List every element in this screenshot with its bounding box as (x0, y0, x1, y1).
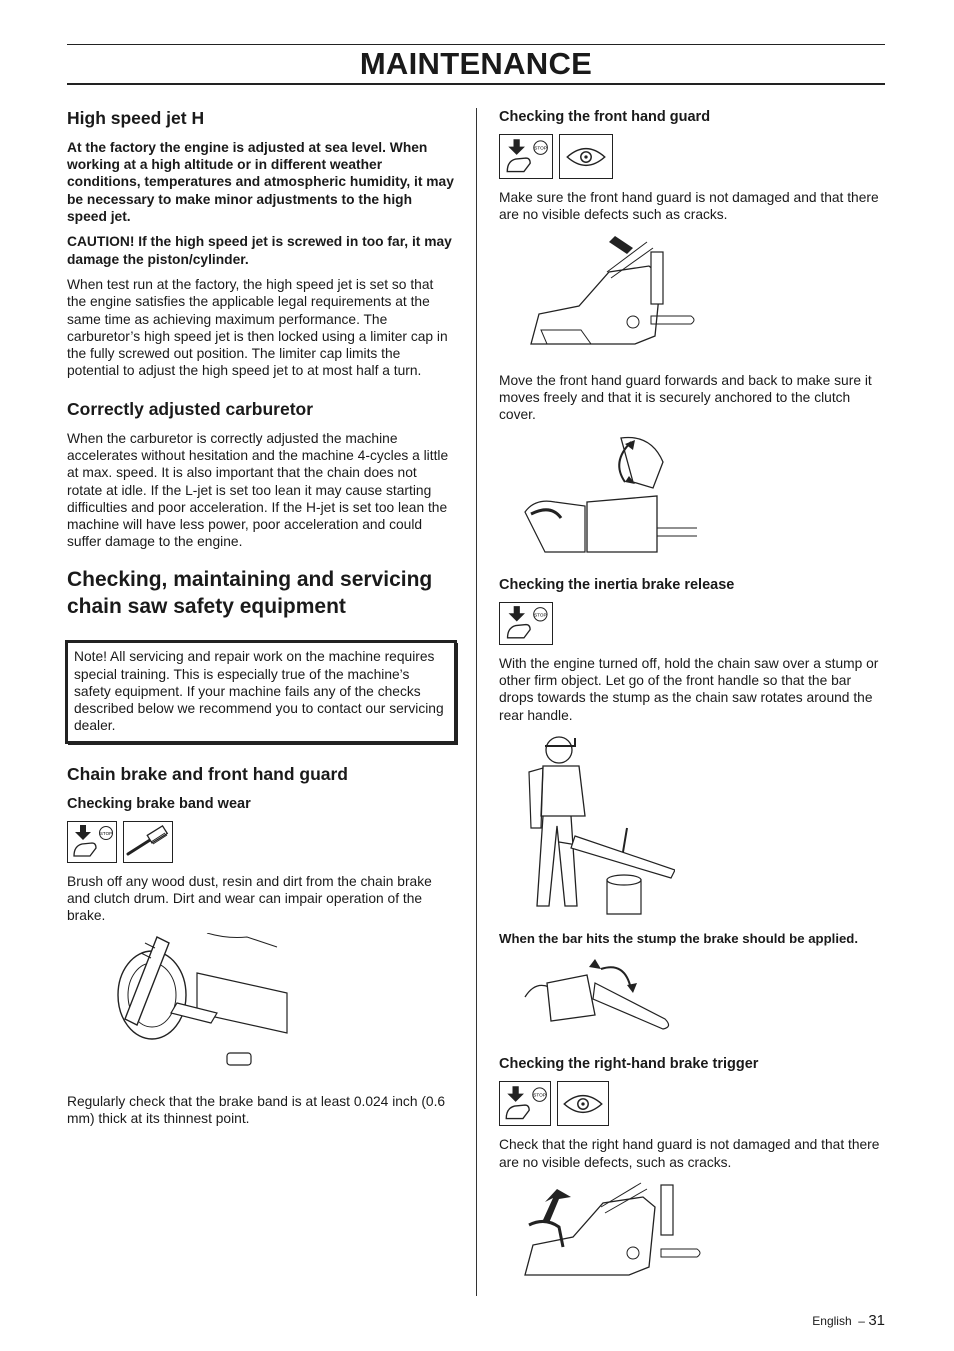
eye-icon (559, 134, 613, 179)
stop-engine-icon (499, 1081, 551, 1126)
heading-inertia-brake: Checking the inertia brake release (499, 576, 735, 593)
heading-right-brake-trigger: Checking the right-hand brake trigger (499, 1056, 759, 1073)
brake-band-icons (67, 821, 455, 863)
check-right-paragraph: Check that the right hand guard is not damaged and that there are no visible defects, such as cracks. (499, 1137, 880, 1170)
move-guard-paragraph: Move the front hand guard forwards and back to make sure it moves freely and that it is securely anchored to the clutch cover. (499, 372, 872, 423)
make-sure-paragraph: Make sure the front hand guard is not damaged and that there are no visible defects such as cracks. (499, 190, 879, 223)
stop-engine-icon (67, 821, 117, 863)
test-run-paragraph: When test run at the factory, the high speed jet is set so that the engine satisfies the applicable legal requirements at the same time as achieving maximum performance. The carburetor’s high speed jet is then locked using a limiter cap in the fully screwed out position. The limiter cap limits the potential to adjust the high speed jet to at most half a turn. (67, 276, 448, 379)
front-guard-icons (499, 134, 889, 179)
factory-paragraph: At the factory the engine is adjusted at sea level. When working at a high altitude or in different weather conditions, temperatures and atmospheric humidity, it may be necessary to make minor adjustments to the high speed jet. (67, 139, 454, 225)
right-trigger-icons (499, 1081, 889, 1126)
svg-text:STOP: STOP (534, 612, 547, 618)
heading-high-speed-jet: High speed jet H (67, 108, 205, 128)
svg-text:STOP: STOP (99, 830, 113, 836)
heading-chain-brake: Chain brake and front hand guard (67, 763, 348, 784)
stop-engine-icon (499, 602, 553, 645)
stop-engine-icon (499, 134, 553, 179)
brake-applied-illustration (521, 955, 681, 1045)
page-title: MAINTENANCE (359, 46, 593, 81)
heading-correct-carburetor: Correctly adjusted carburetor (67, 398, 314, 419)
right-column (499, 108, 889, 1289)
heading-brake-band: Checking brake band wear (67, 795, 251, 812)
svg-text:STOP: STOP (533, 1092, 546, 1098)
page-footer (812, 1312, 885, 1329)
right-trigger-illustration (521, 1179, 701, 1289)
caution-paragraph: CAUTION! If the high speed jet is screwed in too far, it may damage the piston/cylinder. (67, 234, 452, 267)
column-divider (476, 108, 477, 1296)
move-guard-illustration (521, 432, 701, 562)
svg-text:STOP: STOP (534, 145, 547, 151)
regularly-paragraph: Regularly check that the brake band is at least 0.024 inch (0.6 mm) thick at its thinnest point. (67, 1093, 446, 1126)
engine-off-paragraph: With the engine turned off, hold the chain saw over a stump or other firm object. Let go of the front handle so that the bar drops towards the stump as the chain saw rotates around the rear handle. (499, 655, 879, 723)
brush-icon (123, 821, 173, 863)
page-header (67, 44, 885, 85)
inertia-brake-icons (499, 602, 889, 645)
footer-language: English (812, 1314, 852, 1328)
front-guard-illustration (521, 232, 701, 362)
heading-safety-equipment: Checking, maintaining and servicing chain saw safety equipment (67, 567, 433, 618)
note-box: Note! All servicing and repair work on the machine requires special training. This is especially true of the machine’s safety equipment. If your machine fails any of the checks described below we recommend you to contact our servicing dealer. (67, 642, 455, 741)
bar-hits-paragraph: When the bar hits the stump the brake should be applied. (499, 930, 859, 946)
page-number: 31 (868, 1312, 885, 1329)
heading-front-hand-guard: Checking the front hand guard (499, 109, 711, 125)
footer-dash: – (854, 1314, 869, 1328)
inertia-brake-illustration (515, 732, 675, 922)
correct-carburetor-paragraph: When the carburetor is correctly adjusted the machine accelerates without hesitation and the machine 4-cycles a little at max. speed. It is also important that the chain does not rotate at idle. If the L-jet is set too lean it may cause starting difficulties and poor acceleration. If the H-jet is set too lean the machine will have less power, poor acceleration and could suffer damage to the engine. (67, 430, 449, 550)
brake-band-illustration (97, 933, 297, 1083)
brush-paragraph: Brush off any wood dust, resin and dirt from the chain brake and clutch drum. Dirt and wear can impair operation of the brake. (67, 873, 432, 924)
left-column (67, 108, 455, 1135)
eye-icon (557, 1081, 609, 1126)
